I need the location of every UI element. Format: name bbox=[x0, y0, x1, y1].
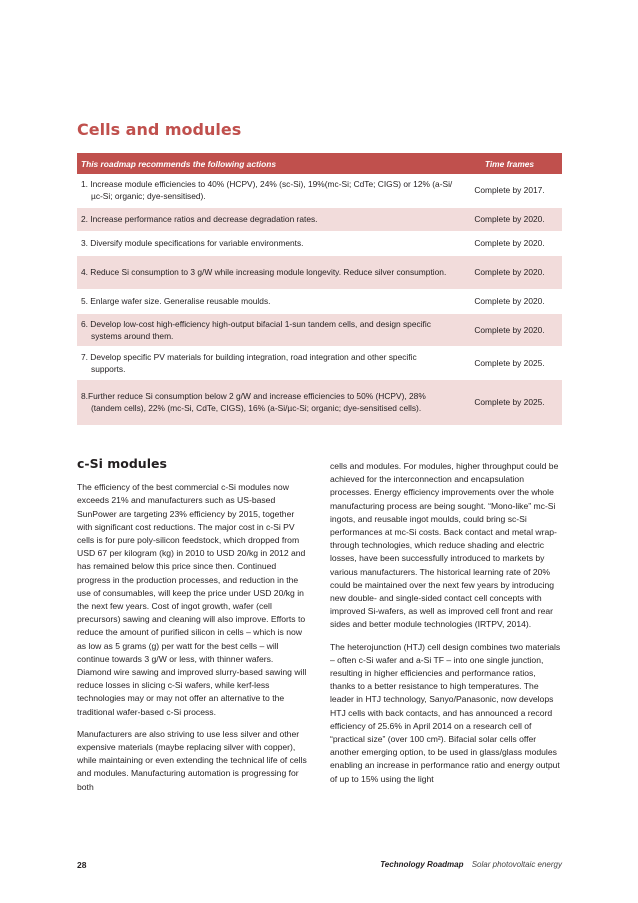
time-frame: Complete by 2020. bbox=[457, 231, 562, 255]
action-text: 3. Diversify module specifications for variable environments. bbox=[81, 238, 304, 248]
footer-brand: Technology Roadmap bbox=[380, 860, 464, 869]
footer-subtitle: Solar photovoltaic energy bbox=[471, 860, 562, 869]
actions-table bbox=[77, 153, 562, 426]
header-actions: This roadmap recommends the following actions bbox=[77, 153, 457, 174]
section-title: Cells and modules bbox=[77, 120, 242, 139]
body-paragraph: cells and modules. For modules, higher throughput could be achieved for the interconnection and encapsulation processes. Energy efficiency improvements over the whole manufacturing process are being sought. “Mono-like” mc-Si ingots, and reusable ingot moulds, could bring sc-Si performances at mc-Si costs. Back contact and metal wrap-through technologies, which reduce shading and electric losses, have been successfully introduced to markets by various manufacturers. The historical learning rate of 20% could be maintained over the next few years by introducing new double- and single-sided contact cell concepts with improved Si-wafers, as well as improved cell front and rear sides and better module technologies (IRTPV, 2014). bbox=[330, 461, 559, 630]
body-paragraph: The efficiency of the best commercial c-Si modules now exceeds 21% and manufacturers such as US-based SunPower are targeting 23% efficiency by 2015, together with significant cost reductions. The major cost in c-Si PV cells is for pure poly-silicon feedstock, which dropped from USD 67 per kilogram (kg) in 2010 to USD 20/kg in 2012 and has remained below this price since then. Continued progress in the production processes, and reduction in the use of consumables, will keep the price under USD 20/kg in the next few years. Cost of ingot growth, wafer (cell precursors) sawing and cleaning will also improve. Efforts to reduce the amount of purified silicon in cells – which is now as low as 5 grams (g) per watt for the best cells – will continue towards 3 g/W or less, with thinner wafers. Diamond wire sawing and improved slurry-based sawing will reduce losses in slicing c-Si wafers, while kerf-less technologies may or may not offer an alternative to the traditional wafer-based c-Si process. bbox=[77, 482, 307, 717]
time-frame: Complete by 2017. bbox=[457, 174, 562, 207]
page-number: 28 bbox=[77, 860, 87, 870]
action-text: 4. Reduce Si consumption to 3 g/W while increasing module longevity. Reduce silver consumption. bbox=[81, 267, 447, 277]
time-frame: Complete by 2020. bbox=[457, 289, 562, 313]
action-text: 5. Enlarge wafer size. Generalise reusable moulds. bbox=[81, 296, 271, 306]
body-paragraph: The heterojunction (HTJ) cell design combines two materials – often c-Si wafer and a-Si TF – into one single junction, resulting in higher efficiencies and performance ratios, thanks to a better resistance to high temperatures. The leader in HTJ technology, Sanyo/Panasonic, now develops HTJ cells with back contacts, and has announced a record efficiency of 25.6% in April 2014 on a research cell of “practical size” (over 100 cm²). Bifacial solar cells offer another emerging option, to be used in glass/glass modules enabling an increase in performance ratio and energy output of up to 15% using the light bbox=[330, 641, 561, 784]
table-row bbox=[77, 174, 562, 207]
action-text: 2. Increase performance ratios and decrease degradation rates. bbox=[81, 214, 318, 224]
right-column bbox=[330, 460, 562, 795]
table-row bbox=[77, 313, 562, 346]
running-footer bbox=[380, 860, 562, 869]
body-paragraph: Manufacturers are also striving to use less silver and other expensive materials (maybe replacing silver with copper), while maintaining or even extending the technical life of cells and modules. Manufacturing automation is progressing for both bbox=[77, 728, 307, 792]
time-frame: Complete by 2020. bbox=[457, 255, 562, 289]
table-row bbox=[77, 207, 562, 231]
action-text: 1. Increase module efficiencies to 40% (HCPV), 24% (sc-Si), 19%(mc-Si; CdTe; CIGS) or 12% (a-Si/µc-Si; organic; dye-sensitised). bbox=[81, 179, 453, 202]
header-time-frames: Time frames bbox=[457, 153, 562, 174]
subsection-heading: c-Si modules bbox=[77, 456, 167, 471]
table-row bbox=[77, 379, 562, 425]
table-header-row bbox=[77, 153, 562, 174]
time-frame: Complete by 2020. bbox=[457, 313, 562, 346]
table-row bbox=[77, 231, 562, 255]
action-text: 6. Develop low-cost high-efficiency high-output bifacial 1-sun tandem cells, and design specific systems around them. bbox=[81, 318, 431, 341]
table-row bbox=[77, 255, 562, 289]
action-text: 7. Develop specific PV materials for building integration, road integration and other specific supports. bbox=[81, 351, 417, 374]
time-frame: Complete by 2020. bbox=[457, 207, 562, 231]
table-row bbox=[77, 346, 562, 379]
table-row bbox=[77, 289, 562, 313]
left-column bbox=[77, 457, 309, 803]
action-text: 8.Further reduce Si consumption below 2 g/W and increase efficiencies to 50% (HCPV), 28% (tandem cells), 22% (mc-Si, CdTe, CIGS), 16% (a-Si/µc-Si; organic; dye-sensitised cells). bbox=[81, 391, 426, 413]
time-frame: Complete by 2025. bbox=[457, 379, 562, 425]
time-frame: Complete by 2025. bbox=[457, 346, 562, 379]
